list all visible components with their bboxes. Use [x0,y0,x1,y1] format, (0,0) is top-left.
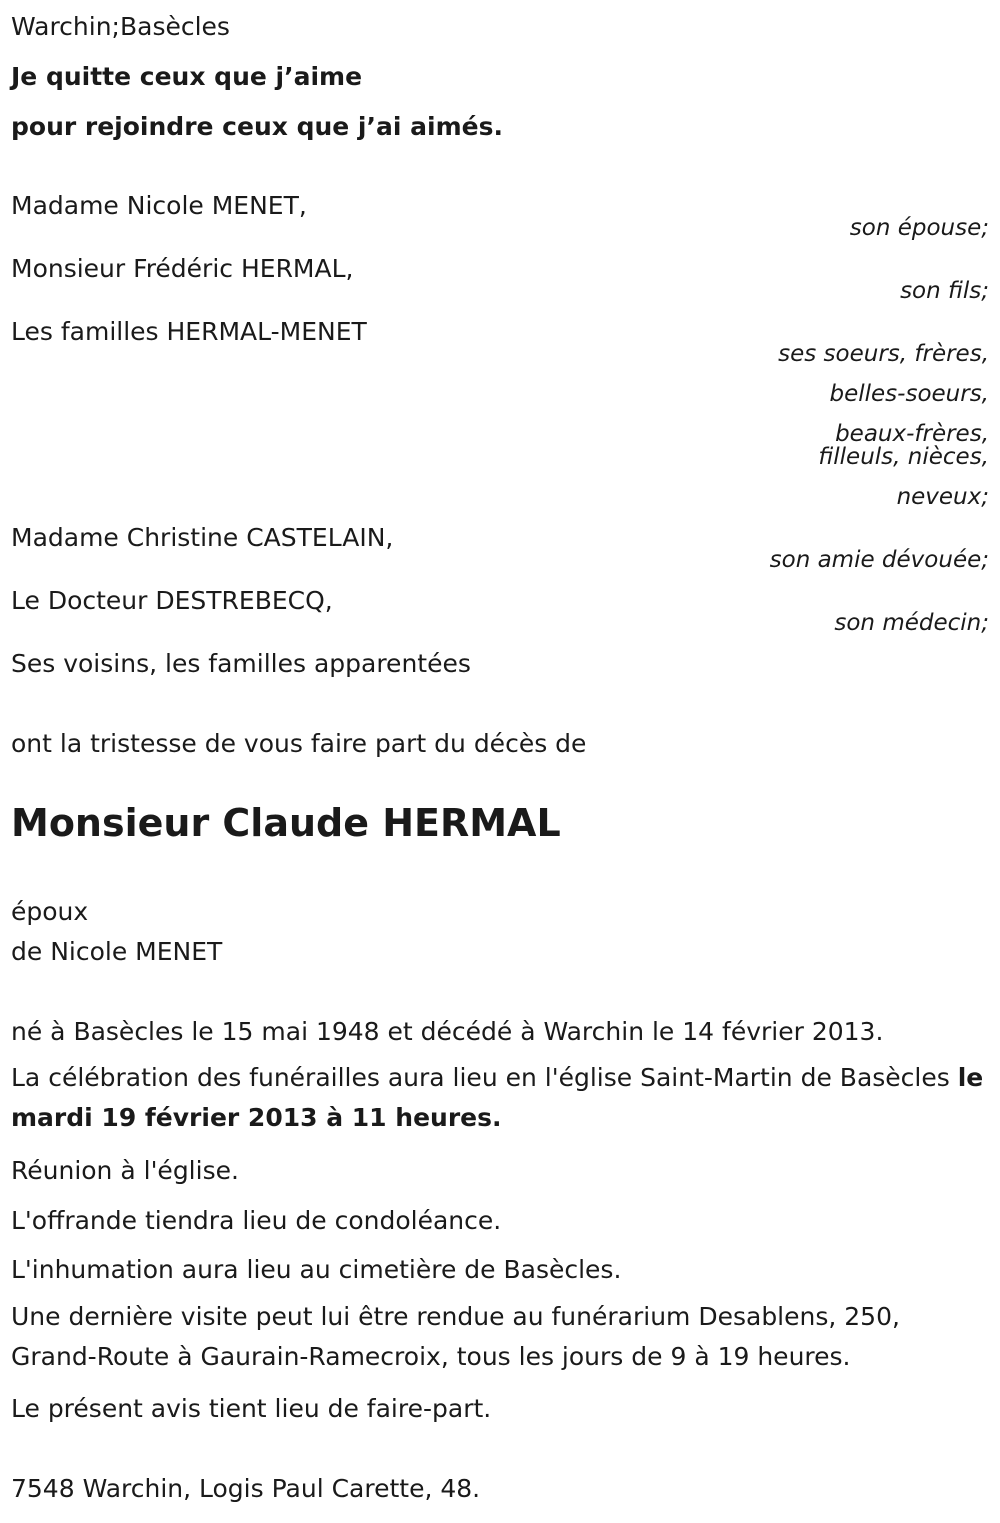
burial-text: L'inhumation aura lieu au cimetière de Basècles. [11,1255,622,1284]
ceremony-date: le mardi 19 février 2013 à 11 heures. [11,1063,984,1132]
mourner-name-friend: Madame Christine CASTELAIN, [11,523,394,552]
mourner-name-families: Les familles HERMAL-MENET [11,317,367,346]
announcement-text: ont la tristesse de vous faire part du décès de [11,729,587,758]
location-header: Warchin;Basècles [11,12,230,41]
ceremony-paragraph [11,1058,986,1138]
mourner-relation-families-1: ses soeurs, frères, [778,341,989,367]
meeting-text: Réunion à l'église. [11,1156,239,1185]
notice-text: Le présent avis tient lieu de faire-part. [11,1394,492,1423]
quote-line-1: Je quitte ceux que j’aime [11,62,363,91]
mourner-name-son: Monsieur Frédéric HERMAL, [11,254,354,283]
spouse-line-2: de Nicole MENET [11,937,223,966]
address-text: 7548 Warchin, Logis Paul Carette, 48. [11,1474,481,1503]
mourner-relation-families-5: neveux; [896,484,989,510]
visit-text: Une dernière visite peut lui être rendue au funérarium Desablens, 250, Grand-Route à Gaurain-Ramecroix, tous les jours de 9 à 19 heures. [11,1302,900,1371]
mourner-name-doctor: Le Docteur DESTREBECQ, [11,586,333,615]
ceremony-text: La célébration des funérailles aura lieu en l'église Saint-Martin de Basècles [11,1063,958,1092]
mourner-relation-families-2: belles-soeurs, [829,381,989,407]
mourner-relation-families-3: beaux-frères, [835,421,989,447]
mourner-name-neighbours: Ses voisins, les familles apparentées [11,649,471,678]
offering-text: L'offrande tiendra lieu de condoléance. [11,1206,502,1235]
mourner-name-spouse: Madame Nicole MENET, [11,191,307,220]
deceased-name: Monsieur Claude HERMAL [11,801,561,845]
mourner-relation-doctor: son médecin; [834,610,989,636]
mourner-relation-son: son fils; [900,278,989,304]
mourner-relation-friend: son amie dévouée; [769,547,989,573]
mourner-relation-families-4: filleuls, nièces, [818,444,989,470]
birth-death-text: né à Basècles le 15 mai 1948 et décédé à Warchin le 14 février 2013. [11,1017,884,1046]
mourner-relation-spouse: son épouse; [849,215,989,241]
quote-line-2: pour rejoindre ceux que j’ai aimés. [11,112,503,141]
spouse-line-1: époux [11,897,89,926]
